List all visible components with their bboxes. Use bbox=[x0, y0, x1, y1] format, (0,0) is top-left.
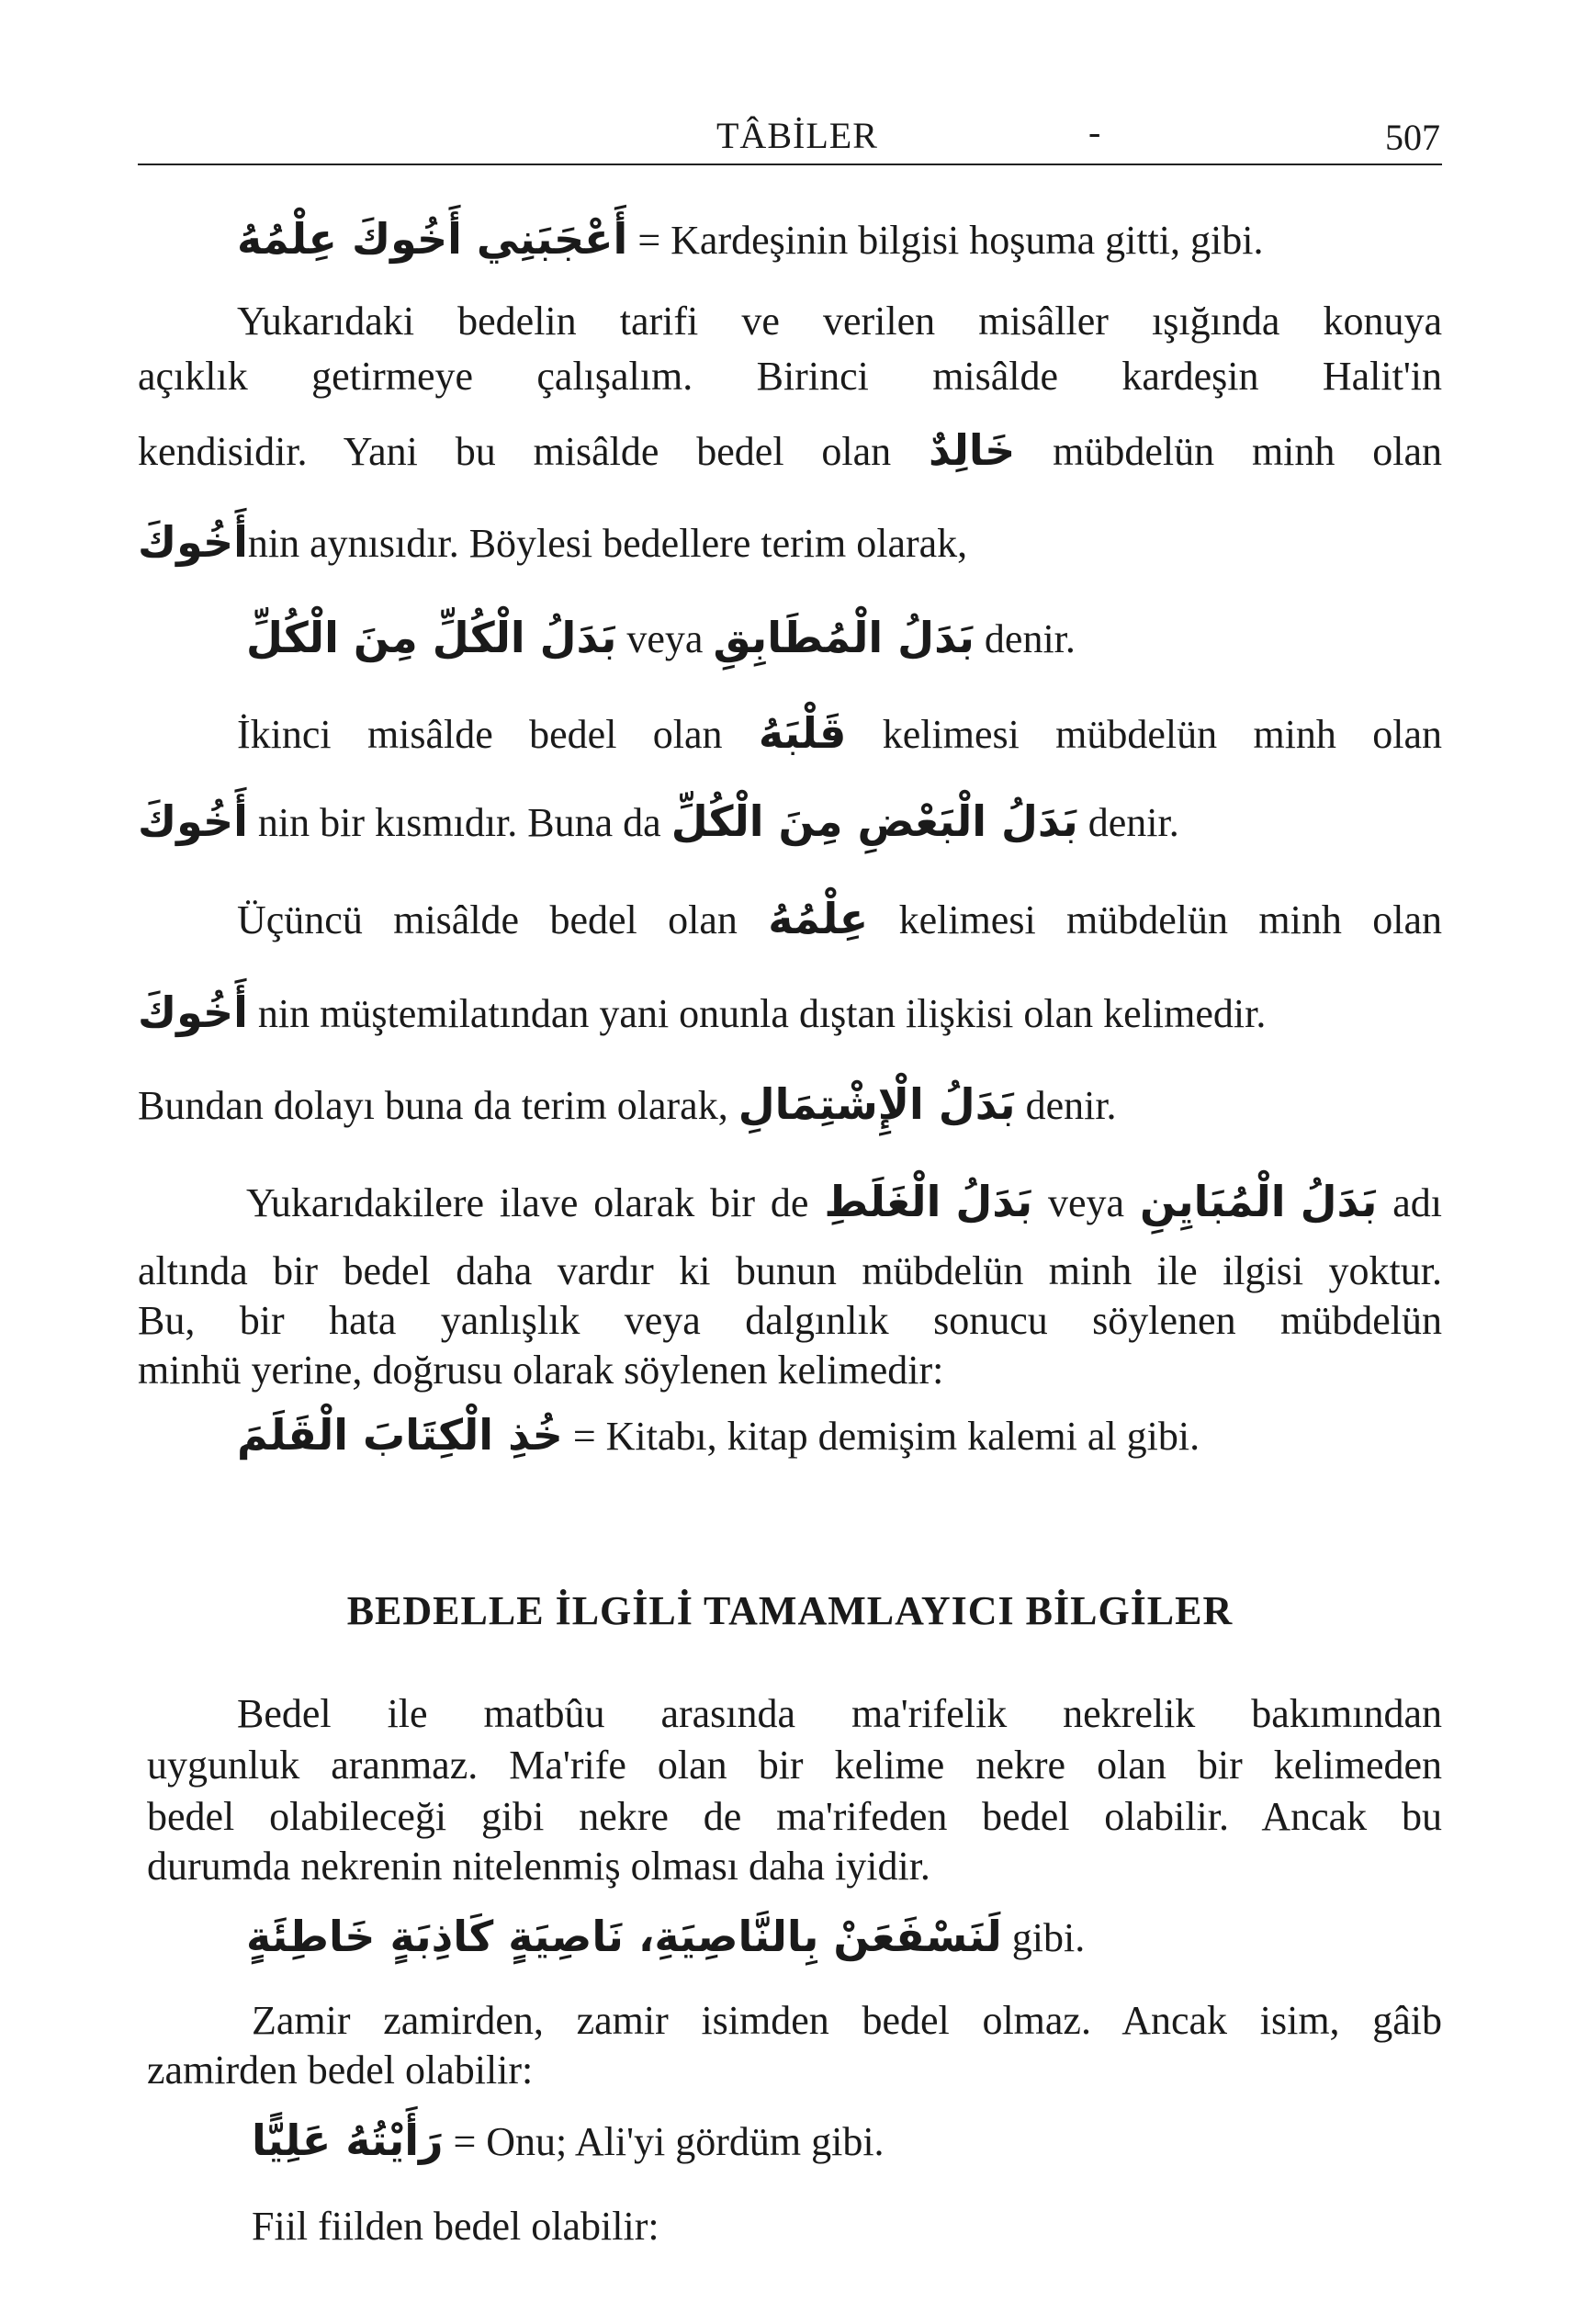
paragraph-line bbox=[237, 893, 1442, 946]
text-run: kendisidir. Yani bu misâlde bedel olan bbox=[138, 429, 929, 474]
text-run: nin müştemilatından yani onunla dıştan ilişkisi olan kelimedir. bbox=[247, 991, 1267, 1036]
arabic-term: بَدَلُ الْغَلَطِ bbox=[824, 1177, 1033, 1226]
paragraph-line bbox=[237, 707, 1442, 761]
text-run: veya bbox=[616, 616, 714, 661]
header-dash: - bbox=[1088, 111, 1101, 152]
text-run: gibi. bbox=[1001, 1915, 1086, 1960]
text-run: nin aynısıdır. Böylesi bedellere terim olarak, bbox=[247, 521, 968, 566]
translation: = Kardeşinin bilgisi hoşuma gitti, gibi. bbox=[627, 218, 1264, 263]
arabic-word: أَخُوكَ bbox=[138, 517, 248, 567]
paragraph-line: uygunluk aranmaz. Ma'rife olan bir kelime nekre olan bir kelimeden bbox=[147, 1743, 1442, 1788]
arabic-example: أَعْجَبَنِي أَخُوكَ عِلْمُهُ bbox=[237, 214, 628, 264]
page-number: 507 bbox=[1385, 117, 1440, 158]
text-run: kelimesi mübdelün minh olan bbox=[846, 712, 1442, 757]
paragraph-line: zamirden bedel olabilir: bbox=[147, 2048, 534, 2093]
text-run: denir. bbox=[1077, 800, 1179, 845]
arabic-example: لَنَسْفَعَنْ بِالنَّاصِيَةِ، نَاصِيَةٍ كَاذِبَةٍ خَاطِئَةٍ bbox=[246, 1912, 1002, 1961]
example-line-4 bbox=[252, 2115, 1556, 2168]
arabic-example: خُذِ الْكِتَابَ الْقَلَمَ bbox=[237, 1410, 563, 1460]
arabic-word: قَلْبَهُ bbox=[758, 708, 847, 758]
paragraph-line: Bu, bir hata yanlışlık veya dalgınlık sonucu söylenen mübdelün bbox=[138, 1298, 1442, 1343]
paragraph-line bbox=[138, 987, 1442, 1040]
arabic-term: بَدَلُ الْكُلِّ مِنَ الْكُلِّ bbox=[246, 613, 617, 662]
example-line-1 bbox=[237, 213, 1541, 266]
text-run: nin bir kısmıdır. Buna da bbox=[247, 800, 671, 845]
arabic-word: خَالِدٌ bbox=[929, 425, 1016, 475]
section-heading: BEDELLE İLGİLİ TAMAMLAYICI BİLGİLER bbox=[346, 1588, 1234, 1633]
term-line bbox=[246, 612, 1550, 665]
text-run: Yukarıdakilere ilave olarak bir de bbox=[246, 1180, 825, 1225]
text-run: kelimesi mübdelün minh olan bbox=[868, 897, 1442, 942]
text-run: İkinci misâlde bedel olan bbox=[237, 712, 759, 757]
paragraph-line bbox=[138, 795, 1442, 849]
arabic-word: أَخُوكَ bbox=[138, 796, 248, 846]
paragraph-line: minhü yerine, doğrusu olarak söylenen kelimedir: bbox=[138, 1348, 944, 1393]
text-run: denir. bbox=[974, 616, 1076, 661]
paragraph-line: altında bir bedel daha vardır ki bunun mübdelün minh ile ilgisi yoktur. bbox=[138, 1248, 1442, 1293]
arabic-example: رَأَيْتُهُ عَلِيًّا bbox=[252, 2115, 444, 2165]
paragraph-line: Fiil fiilden bedel olabilir: bbox=[252, 2204, 659, 2249]
paragraph-line: durumda nekrenin nitelenmiş olması daha iyidir. bbox=[147, 1844, 930, 1889]
paragraph-line: Bedel ile matbûu arasında ma'rifelik nekrelik bakımından bbox=[237, 1691, 1442, 1736]
paragraph-line bbox=[138, 1078, 1442, 1132]
text-run: Üçüncü misâlde bedel olan bbox=[237, 897, 769, 942]
text-run: denir. bbox=[1015, 1083, 1117, 1128]
text-run: Bundan dolayı buna da terim olarak, bbox=[138, 1083, 738, 1128]
paragraph-line: Yukarıdaki bedelin tarifi ve verilen misâller ışığında konuya bbox=[237, 299, 1442, 344]
arabic-term: بَدَلُ الْمُطَابِقِ bbox=[713, 613, 975, 662]
paragraph-line bbox=[246, 1176, 1442, 1229]
paragraph-line: Zamir zamirden, zamir isimden bedel olmaz. Ancak isim, gâib bbox=[252, 1998, 1442, 2043]
translation: = Onu; Ali'yi gördüm gibi. bbox=[443, 2119, 885, 2164]
arabic-word: عِلْمُهُ bbox=[768, 894, 869, 943]
text-run: veya bbox=[1032, 1180, 1140, 1225]
arabic-term: بَدَلُ الْمُبَايِنِ bbox=[1139, 1177, 1378, 1226]
running-header bbox=[138, 108, 1442, 165]
paragraph-line bbox=[138, 516, 1442, 570]
example-line-2 bbox=[237, 1409, 1541, 1462]
translation: = Kitabı, kitap demişim kalemi al gibi. bbox=[562, 1414, 1200, 1459]
paragraph-line bbox=[138, 424, 1442, 478]
chapter-title: TÂBİLER bbox=[716, 115, 878, 156]
paragraph-line: açıklık getirmeye çalışalım. Birinci misâlde kardeşin Halit'in bbox=[138, 354, 1442, 399]
paragraph-line: bedel olabileceği gibi nekre de ma'rifeden bedel olabilir. Ancak bu bbox=[147, 1794, 1442, 1839]
example-line-3 bbox=[246, 1911, 1550, 1964]
arabic-term: بَدَلُ الْبَعْضِ مِنَ الْكُلِّ bbox=[671, 796, 1078, 846]
text-run: mübdelün minh olan bbox=[1015, 429, 1442, 474]
arabic-term: بَدَلُ الْإِشْتِمَالِ bbox=[738, 1079, 1016, 1129]
arabic-word: أَخُوكَ bbox=[138, 987, 248, 1037]
text-run: adı bbox=[1377, 1180, 1442, 1225]
